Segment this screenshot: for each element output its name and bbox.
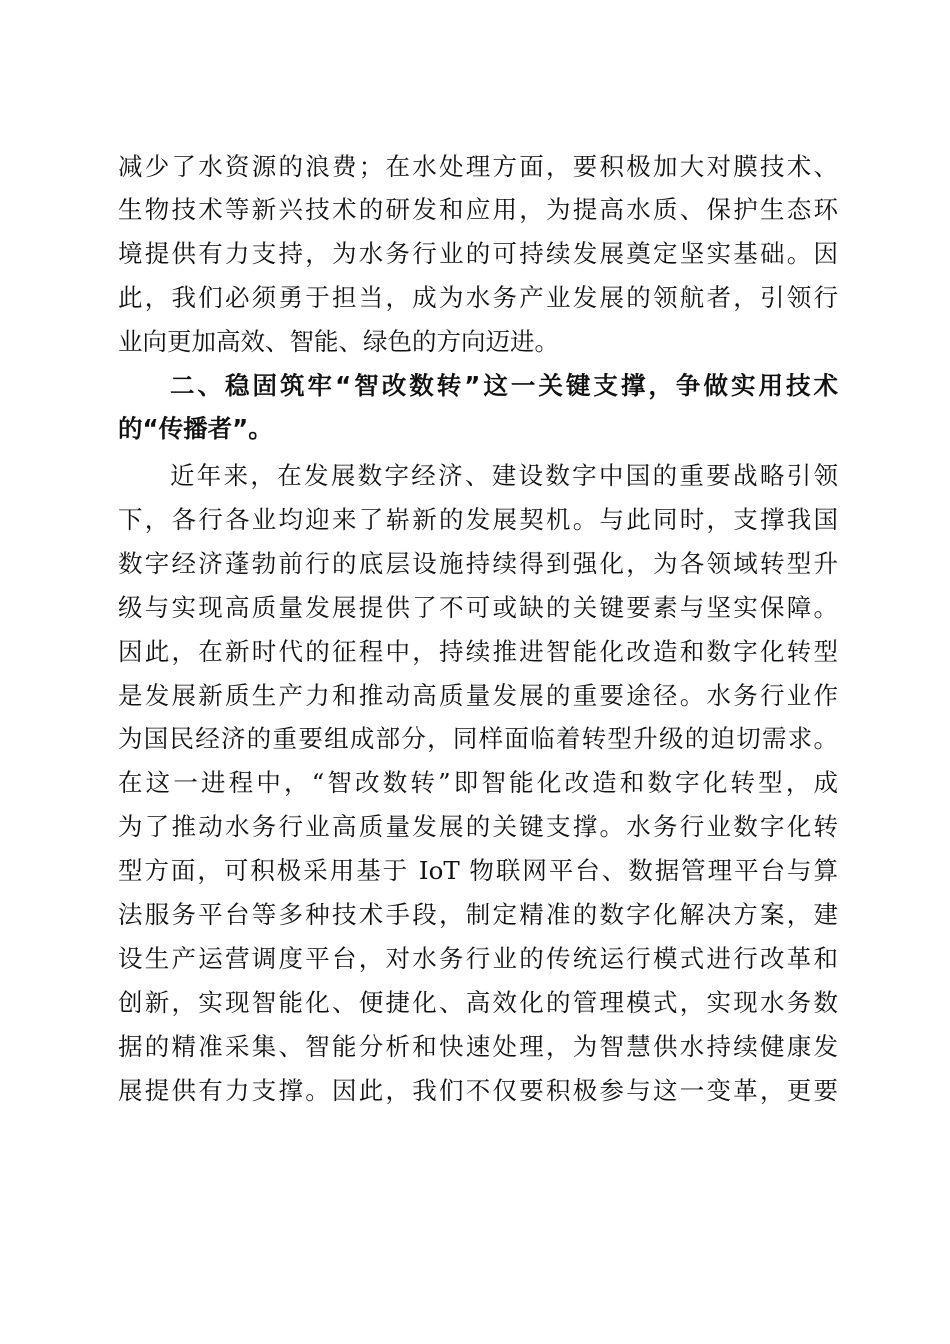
heading-line: 二、稳固筑牢“智改数转”这一关键支撑，争做实用技术: [170, 371, 838, 400]
paragraph-line: 是发展新质生产力和推动高质量发展的重要途径。水务行业作: [118, 681, 838, 710]
paragraph-line: 级与实现高质量发展提供了不可或缺的关键要素与坚实保障。: [118, 593, 838, 622]
paragraph-line: 型方面，可积极采用基于 IoT 物联网平台、数据管理平台与算: [118, 856, 838, 885]
paragraph-line: 设生产运营调度平台，对水务行业的传统运行模式进行改革和: [118, 944, 838, 973]
paragraph-line: 展提供有力支撑。因此，我们不仅要积极参与这一变革，更要: [118, 1076, 838, 1105]
paragraph-line: 创新，实现智能化、便捷化、高效化的管理模式，实现水务数: [118, 988, 838, 1017]
paragraph-line: 业向更加高效、智能、绿色的方向迈进。: [118, 327, 559, 356]
paragraph-line: 为国民经济的重要组成部分，同样面临着转型升级的迫切需求。: [118, 724, 838, 753]
heading-line: 的“传播者”。: [118, 414, 273, 443]
paragraph-line: 此，我们必须勇于担当，成为水务产业发展的领航者，引领行: [118, 283, 838, 312]
paragraph-line: 近年来，在发展数字经济、建设数字中国的重要战略引领: [170, 461, 838, 490]
paragraph-line: 下，各行各业均迎来了崭新的发展契机。与此同时，支撑我国: [118, 505, 838, 534]
paragraph-line: 法服务平台等多种技术手段，制定精准的数字化解决方案，建: [118, 900, 838, 929]
paragraph-line: 数字经济蓬勃前行的底层设施持续得到强化，为各领域转型升: [118, 549, 838, 578]
paragraph-line: 减少了水资源的浪费；在水处理方面，要积极加大对膜技术、: [118, 152, 838, 181]
paragraph-line: 为了推动水务行业高质量发展的关键支撑。水务行业数字化转: [118, 812, 838, 841]
paragraph-line: 因此，在新时代的征程中，持续推进智能化改造和数字化转型: [118, 637, 838, 666]
paragraph-line: 据的精准采集、智能分析和快速处理，为智慧供水持续健康发: [118, 1032, 838, 1061]
paragraph-line: 生物技术等新兴技术的研发和应用，为提高水质、保护生态环: [118, 195, 838, 224]
paragraph-line: 境提供有力支持，为水务行业的可持续发展奠定坚实基础。因: [118, 239, 838, 268]
paragraph-line: 在这一进程中，“智改数转”即智能化改造和数字化转型，成: [118, 768, 838, 797]
